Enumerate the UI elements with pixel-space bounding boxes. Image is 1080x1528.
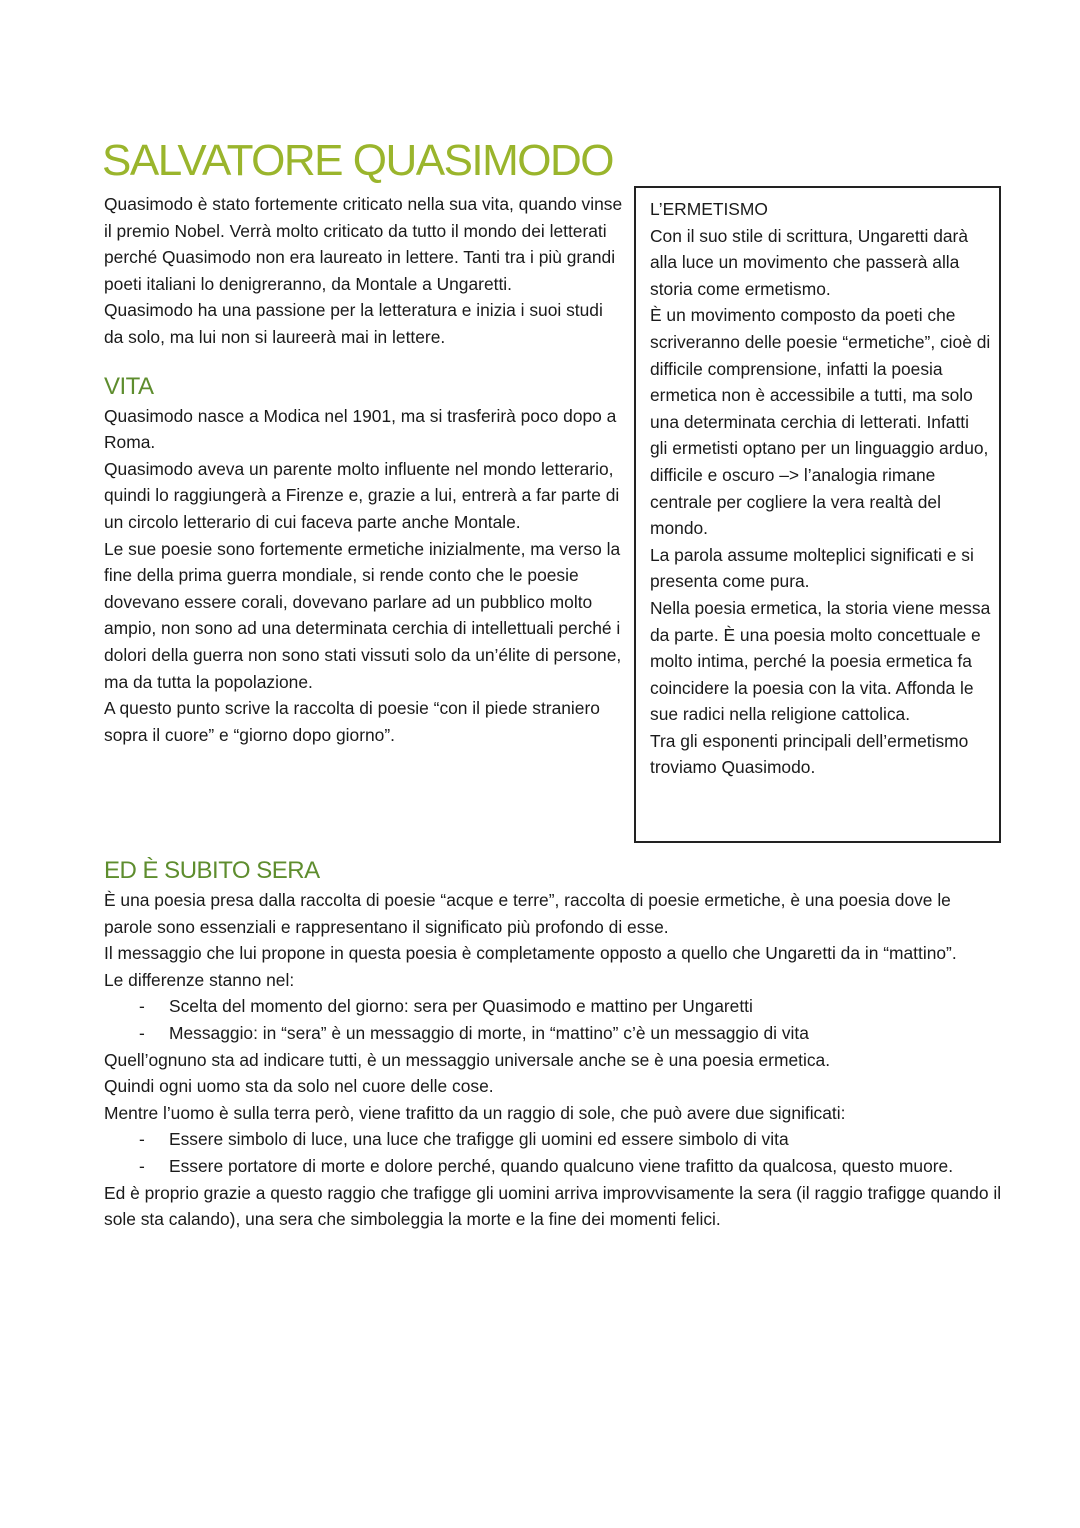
meanings-list (104, 1126, 1004, 1179)
ermetismo-paragraph: La parola assume molteplici significati e si presenta come pura. (650, 544, 974, 592)
ermetismo-paragraph: Tra gli esponenti principali dell’ermetismo troviamo Quasimodo. (650, 730, 969, 778)
sera-section (104, 855, 1004, 1233)
list-item-text: Messaggio: in “sera” è un messaggio di morte, in “mattino” c’è un messaggio di vita (169, 1022, 809, 1043)
vita-paragraph: Le sue poesie sono fortemente ermetiche inizialmente, ma verso la fine della prima guerra mondiale, si rende conto che le poesie dovevano essere corali, dovevano parlare ad un pubblico molto ampio, non sono ad una determinata cerchia di intellettuali perché i dolori della guerra non sono stati vissuti solo da un’élite di persone, ma da tutta la popolazione. (104, 538, 622, 692)
intro-paragraph: Quasimodo ha una passione per la letteratura e inizia i suoi studi da solo, ma lui non si laureerà mai in lettere. (104, 300, 603, 347)
list-item-text: Scelta del momento del giorno: sera per Quasimodo e mattino per Ungaretti (169, 996, 753, 1017)
sera-paragraph: Le differenze stanno nel: (104, 969, 295, 990)
list-dash: - (139, 1155, 145, 1176)
vita-paragraph: A questo punto scrive la raccolta di poesie “con il piede straniero sopra il cuore” e “giorno dopo giorno”. (104, 698, 600, 745)
list-item (139, 1126, 1004, 1153)
list-item (139, 993, 1004, 1020)
sera-paragraph: Mentre l’uomo è sulla terra però, viene trafitto da un raggio di sole, che può avere due significati: (104, 1102, 846, 1123)
main-column (104, 191, 624, 748)
ermetismo-box (634, 186, 1001, 843)
section-heading-sera: ED È SUBITO SERA (104, 857, 320, 884)
list-item (139, 1153, 1004, 1180)
list-item-text: Essere simbolo di luce, una luce che trafigge gli uomini ed essere simbolo di vita (169, 1129, 789, 1150)
ermetismo-heading: L’ERMETISMO (650, 199, 768, 219)
ermetismo-paragraph: Con il suo stile di scrittura, Ungaretti darà alla luce un movimento che passerà alla storia come ermetismo. (650, 225, 968, 299)
sera-paragraph: Ed è proprio grazie a questo raggio che trafigge gli uomini arriva improvvisamente la sera (il raggio trafigge quando il sole sta calando), una sera che simboleggia la morte e la fine dei momenti felici. (104, 1182, 1002, 1230)
sera-paragraph: È una poesia presa dalla raccolta di poesie “acque e terre”, raccolta di poesie ermetiche, è una poesia dove le parole sono essenziali e rappresentano il significato più profondo di esse. (104, 890, 951, 937)
sera-paragraph: Il messaggio che lui propone in questa poesia è completamente opposto a quello che Ungaretti da in “mattino”. (104, 943, 957, 964)
ermetismo-paragraph: Nella poesia ermetica, la storia viene messa da parte. È una poesia molto concettuale e molto intima, perché la poesia ermetica fa coincidere la poesia con la vita. Affonda le sue radici nella religione cattolica. (650, 597, 991, 725)
list-item-text: Essere portatore di morte e dolore perché, quando qualcuno viene trafitto da qualcosa, questo muore. (169, 1155, 954, 1176)
section-heading-vita: VITA (104, 372, 154, 400)
list-dash: - (139, 1022, 145, 1043)
list-item (139, 1020, 1004, 1047)
list-dash: - (139, 1129, 145, 1150)
ermetismo-paragraph: È un movimento composto da poeti che scriveranno delle poesie “ermetiche”, cioè di difficile comprensione, infatti la poesia ermetica non è accessibile a tutti, ma solo una determinata cerchia di letterati. Infatti gli ermetisti optano per un linguaggio arduo, difficile e oscuro –> l’analogia rimane centrale per cogliere la vera realtà del mondo. (650, 305, 991, 539)
intro-paragraph: Quasimodo è stato fortemente criticato nella sua vita, quando vinse il premio Nobel. Verrà molto criticato da tutto il mondo dei letterati perché Quasimodo non era laureato in lettere. Tanti tra i più grandi poeti italiani lo denigreranno, da Montale a Ungaretti. (104, 194, 623, 294)
list-dash: - (139, 996, 145, 1017)
page-title: SALVATORE QUASIMODO (102, 136, 614, 185)
vita-paragraph: Quasimodo aveva un parente molto influente nel mondo letterario, quindi lo raggiungerà a Firenze e, grazie a lui, entrerà a far parte di un circolo letterario di cui faceva parte anche Montale. (104, 458, 620, 532)
differences-list (104, 993, 1004, 1046)
vita-paragraph: Quasimodo nasce a Modica nel 1901, ma si trasferirà poco dopo a Roma. (104, 405, 617, 453)
sera-paragraph: Quindi ogni uomo sta da solo nel cuore delle cose. (104, 1076, 494, 1097)
sera-paragraph: Quell’ognuno sta ad indicare tutti, è un messaggio universale anche se è una poesia ermetica. (104, 1049, 831, 1070)
